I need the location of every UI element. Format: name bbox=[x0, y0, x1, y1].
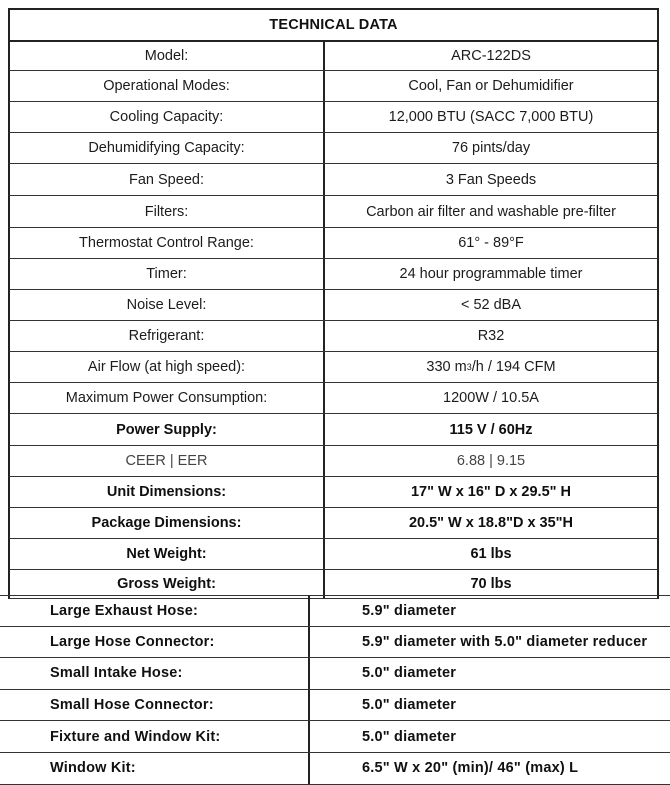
row-value: 76 pints/day bbox=[451, 140, 531, 156]
row-label: Model: bbox=[10, 42, 325, 70]
row-label: Filters: bbox=[10, 196, 325, 227]
row-value: 24 hour programmable timer bbox=[399, 266, 583, 282]
table-row bbox=[0, 627, 670, 659]
table-row bbox=[8, 164, 659, 196]
table-row bbox=[8, 446, 659, 477]
air-flow-value-suffix: /h / 194 CFM bbox=[471, 359, 556, 375]
row-value: 61 lbs bbox=[470, 546, 512, 562]
table-row bbox=[0, 690, 670, 722]
row-label: Package Dimensions: bbox=[10, 508, 325, 538]
row-value: 5.0" diameter bbox=[362, 728, 457, 745]
row-value: 61° - 89°F bbox=[458, 235, 524, 251]
technical-data-table bbox=[8, 8, 659, 599]
table-row bbox=[8, 414, 659, 446]
row-value: 5.0" diameter bbox=[362, 665, 457, 682]
row-value: 5.0" diameter bbox=[362, 697, 457, 714]
row-label: Gross Weight: bbox=[10, 570, 325, 598]
table-row bbox=[8, 228, 659, 259]
row-value: Cool, Fan or Dehumidifier bbox=[408, 78, 574, 94]
row-label: Fan Speed: bbox=[10, 164, 325, 195]
table-row bbox=[8, 508, 659, 539]
table-row bbox=[0, 658, 670, 690]
row-value: 6.5" W x 20" (min)/ 46" (max) L bbox=[362, 760, 579, 777]
row-value: 3 Fan Speeds bbox=[445, 171, 537, 188]
row-value: 115 V / 60Hz bbox=[449, 421, 533, 438]
row-label: Operational Modes: bbox=[10, 71, 325, 101]
row-value: 330 m 3 /h / 194 CFM bbox=[426, 359, 556, 375]
row-value: 5.9" diameter with 5.0" diameter reducer bbox=[362, 633, 648, 650]
table-row bbox=[8, 383, 659, 414]
row-value: 17" W x 16" D x 29.5" H bbox=[410, 484, 572, 500]
hose-accessories-table bbox=[0, 595, 670, 785]
table-row bbox=[0, 753, 670, 785]
table-row bbox=[8, 196, 659, 228]
row-label: Small Intake Hose: bbox=[0, 658, 310, 689]
row-label: Window Kit: bbox=[0, 753, 310, 784]
table-row bbox=[8, 133, 659, 164]
table-row bbox=[8, 321, 659, 352]
table-row bbox=[8, 42, 659, 71]
table-row bbox=[0, 595, 670, 627]
table-row bbox=[8, 539, 659, 570]
row-label: Cooling Capacity: bbox=[10, 102, 325, 132]
air-flow-value-prefix: 330 m bbox=[426, 359, 467, 375]
row-label: Net Weight: bbox=[10, 539, 325, 569]
row-value: 6.88 | 9.15 bbox=[456, 453, 526, 469]
table-row bbox=[8, 71, 659, 102]
table-row bbox=[8, 290, 659, 321]
row-label: Timer: bbox=[10, 259, 325, 289]
row-label: Large Hose Connector: bbox=[0, 627, 310, 658]
row-label: Refrigerant: bbox=[10, 321, 325, 351]
table-row bbox=[8, 477, 659, 508]
row-label: Dehumidifying Capacity: bbox=[10, 133, 325, 163]
row-label: Unit Dimensions: bbox=[10, 477, 325, 507]
row-label: Power Supply: bbox=[10, 414, 325, 445]
row-label: Noise Level: bbox=[10, 290, 325, 320]
table-row bbox=[8, 352, 659, 383]
table-row bbox=[8, 102, 659, 133]
row-value: < 52 dBA bbox=[460, 297, 522, 313]
row-label: CEER | EER bbox=[10, 446, 325, 476]
row-value: 1200W / 10.5A bbox=[443, 390, 539, 406]
row-value: 20.5" W x 18.8"D x 35"H bbox=[408, 515, 574, 531]
row-value: 70 lbs bbox=[470, 576, 512, 592]
row-value: R32 bbox=[477, 328, 505, 344]
row-value: 5.9" diameter bbox=[362, 602, 457, 619]
row-label: Large Exhaust Hose: bbox=[0, 596, 310, 626]
row-value: Carbon air filter and washable pre-filter bbox=[366, 203, 616, 220]
row-value: ARC-122DS bbox=[451, 48, 531, 64]
table-row bbox=[8, 259, 659, 290]
row-value: 12,000 BTU (SACC 7,000 BTU) bbox=[388, 109, 594, 125]
table-row bbox=[0, 721, 670, 753]
row-label: Small Hose Connector: bbox=[0, 690, 310, 721]
row-label: Thermostat Control Range: bbox=[10, 228, 325, 258]
row-label: Maximum Power Consumption: bbox=[10, 383, 325, 413]
table-title: TECHNICAL DATA bbox=[8, 8, 659, 42]
row-label: Air Flow (at high speed): bbox=[10, 352, 325, 382]
row-label: Fixture and Window Kit: bbox=[0, 721, 310, 752]
